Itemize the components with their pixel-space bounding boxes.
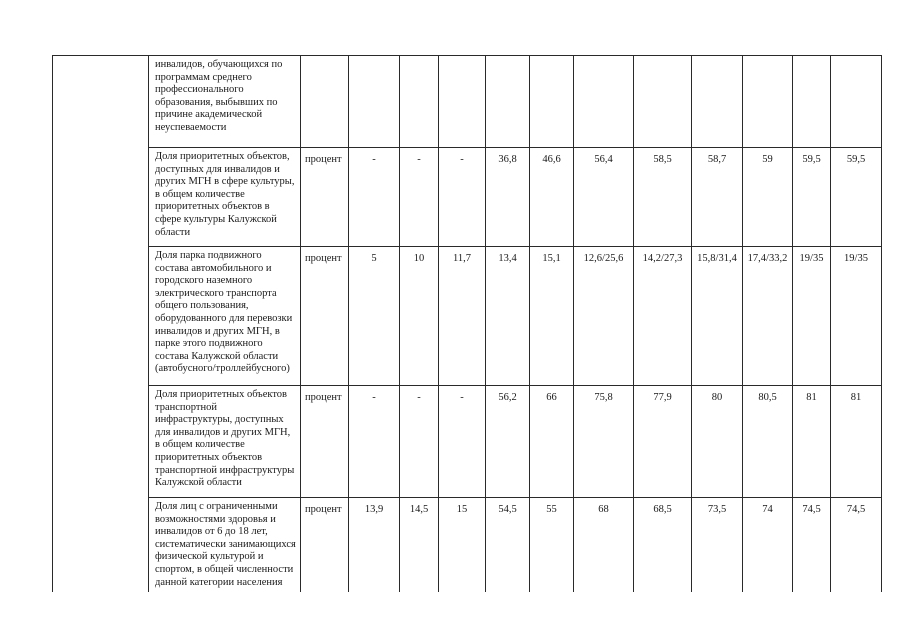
value-cell: 73,5 — [692, 498, 743, 593]
unit-cell: процент — [301, 498, 349, 593]
value-cell — [634, 56, 692, 148]
value-cell: 80,5 — [743, 386, 793, 498]
value-cell: 59,5 — [831, 148, 882, 247]
value-cell: 59,5 — [793, 148, 831, 247]
value-cell: 68,5 — [634, 498, 692, 593]
table-row — [53, 247, 882, 386]
value-cell — [831, 56, 882, 148]
value-cell: 10 — [400, 247, 439, 386]
value-cell: - — [400, 386, 439, 498]
value-cell: 14,2/27,3 — [634, 247, 692, 386]
value-cell: 56,4 — [574, 148, 634, 247]
value-cell: 15 — [439, 498, 486, 593]
value-cell: 77,9 — [634, 386, 692, 498]
table-row — [53, 386, 882, 498]
indicator-description: Доля приоритетных объектов, доступных для инвалидов и других МГН в сфере культуры, в общем количестве приоритетных объектов в сфере культуры Калужской области — [149, 148, 301, 247]
value-cell — [574, 56, 634, 148]
value-cell: 19/35 — [793, 247, 831, 386]
table-row — [53, 148, 882, 247]
unit-cell: процент — [301, 247, 349, 386]
value-cell: 54,5 — [486, 498, 530, 593]
value-cell: 74,5 — [793, 498, 831, 593]
value-cell: 13,4 — [486, 247, 530, 386]
value-cell — [692, 56, 743, 148]
unit-cell: процент — [301, 386, 349, 498]
value-cell: 19/35 — [831, 247, 882, 386]
value-cell: 81 — [793, 386, 831, 498]
value-cell: 46,6 — [530, 148, 574, 247]
value-cell: 13,9 — [349, 498, 400, 593]
unit-cell: процент — [301, 148, 349, 247]
table-row — [53, 498, 882, 593]
indicator-description: инвалидов, обучающихся по программам среднего профессионального образования, выбывших по причине академической неуспеваемости — [149, 56, 301, 148]
value-cell: - — [400, 148, 439, 247]
indicator-description: Доля парка подвижного состава автомобильного и городского наземного электрического транспорта общего пользования, оборудованного для перевозки инвалидов и других МГН, в парке этого подвижного состава Калужской области (автобусного/троллейбусного) — [149, 247, 301, 386]
index-cell — [53, 56, 149, 593]
value-cell: 80 — [692, 386, 743, 498]
value-cell: 75,8 — [574, 386, 634, 498]
value-cell: - — [439, 386, 486, 498]
value-cell — [439, 56, 486, 148]
value-cell: 56,2 — [486, 386, 530, 498]
value-cell — [349, 56, 400, 148]
value-cell — [793, 56, 831, 148]
value-cell: 15,1 — [530, 247, 574, 386]
indicator-description: Доля лиц с ограниченными возможностями здоровья и инвалидов от 6 до 18 лет, систематически занимающихся физической культурой и спортом, в общей численности данной категории населения — [149, 498, 301, 593]
value-cell: 55 — [530, 498, 574, 593]
value-cell: - — [439, 148, 486, 247]
value-cell — [486, 56, 530, 148]
value-cell — [743, 56, 793, 148]
value-cell: 36,8 — [486, 148, 530, 247]
value-cell: 58,5 — [634, 148, 692, 247]
value-cell: 74 — [743, 498, 793, 593]
value-cell: 15,8/31,4 — [692, 247, 743, 386]
value-cell: 68 — [574, 498, 634, 593]
value-cell: - — [349, 148, 400, 247]
value-cell — [530, 56, 574, 148]
value-cell: 66 — [530, 386, 574, 498]
value-cell: 17,4/33,2 — [743, 247, 793, 386]
value-cell: - — [349, 386, 400, 498]
value-cell — [400, 56, 439, 148]
table-row — [53, 56, 882, 148]
value-cell: 58,7 — [692, 148, 743, 247]
indicator-table — [52, 55, 882, 592]
unit-cell — [301, 56, 349, 148]
value-cell: 11,7 — [439, 247, 486, 386]
value-cell: 59 — [743, 148, 793, 247]
value-cell: 74,5 — [831, 498, 882, 593]
value-cell: 12,6/25,6 — [574, 247, 634, 386]
indicator-description: Доля приоритетных объектов транспортной инфраструктуры, доступных для инвалидов и других МГН, в общем количестве приоритетных объектов транспортной инфраструктуры Калужской области — [149, 386, 301, 498]
value-cell: 14,5 — [400, 498, 439, 593]
value-cell: 5 — [349, 247, 400, 386]
value-cell: 81 — [831, 386, 882, 498]
